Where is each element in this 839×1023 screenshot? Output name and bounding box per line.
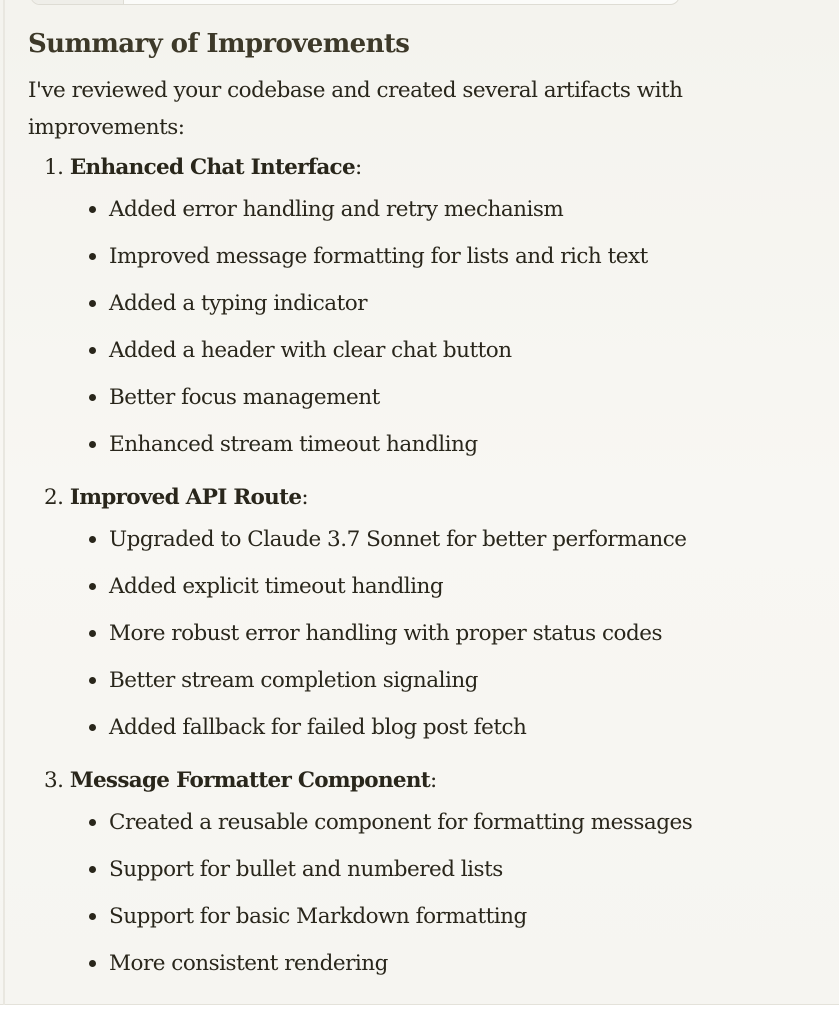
bullet-icon xyxy=(89,913,96,920)
list-item-text: Added error handling and retry mechanism xyxy=(109,197,564,222)
bullet-icon xyxy=(89,866,96,873)
list-item-text: Improved message formatting for lists and rich text xyxy=(109,244,648,269)
section-number: 3. xyxy=(44,768,64,793)
bullet-icon xyxy=(89,677,96,684)
bullet-icon xyxy=(89,630,96,637)
section-bullets xyxy=(28,186,818,468)
list-item xyxy=(28,846,818,893)
section-number: 2. xyxy=(44,485,64,510)
list-item xyxy=(28,657,818,704)
section-number: 1. xyxy=(44,155,64,180)
section-item xyxy=(28,480,818,751)
bullet-icon xyxy=(89,300,96,307)
section-bullets xyxy=(28,516,818,751)
section-colon: : xyxy=(430,768,437,793)
bullet-icon xyxy=(89,536,96,543)
section-heading xyxy=(28,480,818,516)
list-item-text: Added a header with clear chat button xyxy=(109,338,512,363)
intro-paragraph: I've reviewed your codebase and created several artifacts with improvements: xyxy=(28,78,683,140)
bullet-icon xyxy=(89,819,96,826)
list-item-text: More consistent rendering xyxy=(109,951,388,976)
list-item xyxy=(28,610,818,657)
list-item xyxy=(28,233,818,280)
list-item xyxy=(28,421,818,468)
list-item-text: Added explicit timeout handling xyxy=(109,574,444,599)
list-item xyxy=(28,893,818,940)
list-item xyxy=(28,799,818,846)
list-item-text: Support for basic Markdown formatting xyxy=(109,904,527,929)
section-title: Improved API Route xyxy=(69,485,302,510)
bullet-icon xyxy=(89,583,96,590)
bullet-icon xyxy=(89,206,96,213)
section-colon: : xyxy=(354,155,362,180)
bullet-icon xyxy=(89,724,96,731)
section-title: Enhanced Chat Interface xyxy=(69,155,355,180)
list-item xyxy=(28,186,818,233)
list-item-text: Upgraded to Claude 3.7 Sonnet for better performance xyxy=(109,527,687,552)
bullet-icon xyxy=(89,441,96,448)
section-title: Message Formatter Component xyxy=(69,768,431,793)
bullet-icon xyxy=(89,394,96,401)
list-item xyxy=(28,516,818,563)
section-item xyxy=(28,763,818,987)
list-item-text: Added fallback for failed blog post fetch xyxy=(109,715,527,740)
summary-heading: Summary of Improvements xyxy=(28,29,410,59)
list-item xyxy=(28,940,818,987)
section-heading xyxy=(28,150,818,186)
list-item xyxy=(28,704,818,751)
section-bullets xyxy=(28,799,818,987)
bullet-icon xyxy=(89,960,96,967)
list-item-text: Enhanced stream timeout handling xyxy=(109,432,478,457)
list-item-text: Better stream completion signaling xyxy=(109,668,478,693)
message-content xyxy=(28,22,818,999)
bullet-icon xyxy=(89,253,96,260)
list-item xyxy=(28,563,818,610)
improvements-list xyxy=(28,150,818,987)
list-item-text: Created a reusable component for formatting messages xyxy=(109,810,693,835)
bullet-icon xyxy=(89,347,96,354)
artifact-thumbnail xyxy=(31,0,124,4)
list-item xyxy=(28,327,818,374)
section-item xyxy=(28,150,818,468)
left-divider xyxy=(3,0,5,1005)
list-item xyxy=(28,280,818,327)
list-item-text: Better focus management xyxy=(109,385,380,410)
list-item-text: Support for bullet and numbered lists xyxy=(109,857,503,882)
list-item-text: More robust error handling with proper status codes xyxy=(109,621,662,646)
section-heading xyxy=(28,763,818,799)
artifact-card[interactable] xyxy=(30,0,680,5)
list-item xyxy=(28,374,818,421)
list-item-text: Added a typing indicator xyxy=(109,291,367,316)
section-colon: : xyxy=(301,485,309,510)
